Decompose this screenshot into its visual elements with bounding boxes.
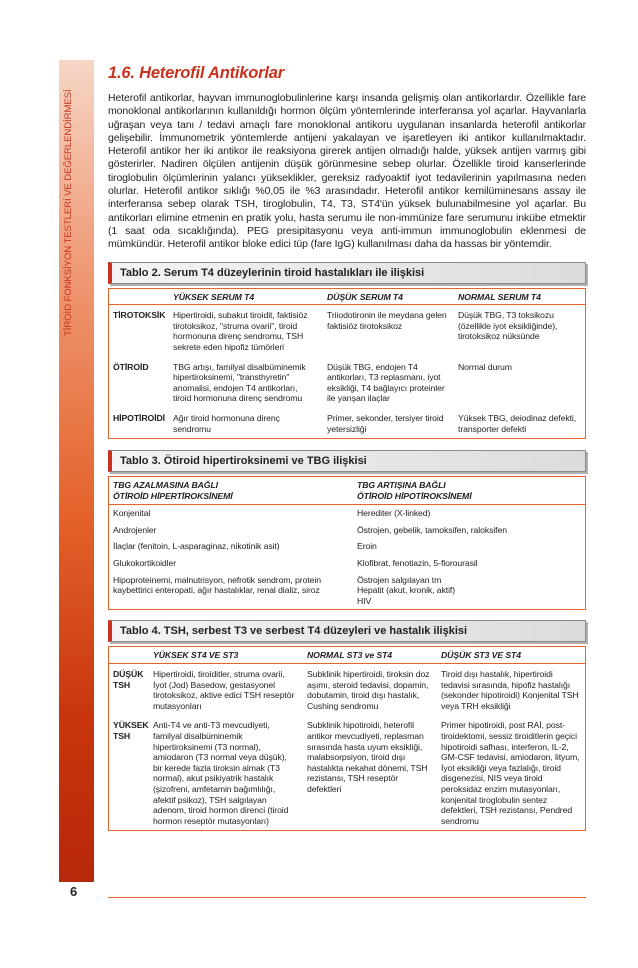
table3-header-cell (109, 477, 357, 505)
table-cell: Subklinik hipotiroidi, heterofil antikor mevcudiyeti, replasman sırasında hasta uyum eksikliği, malabsorpsiyon, tiroid dışı hastalıkta nekahat dönemi, TSH rezistansı, TSH reseptör defektleri (307, 720, 428, 794)
header-line: TBG ARTIŞINA BAĞLI (357, 480, 446, 491)
section-paragraph: Heterofil antikorlar, hayvan immunoglobulinlerine karşı insanda gelişmiş olan antikorlardır. Özellikle fare monoklonal antikorlarının kullanıldığı hormon ölçüm yöntemlerinde interferansa yol açarlar. Hayvanlarla uğraşan veya tanı / tedavi amaçlı fare monoklonal antikoru uygulanan insanlarda heterofil antikorlar gelişebilir. İmmunometrik yöntemlerde antijeni yakalayan ve işaretleyen iki antikor kullanılmaktadır. Heterofil antikor her iki antikor ile reaksiyona girerek antijen olmadığı halde, yüksek antijen varmış gibi gösterirler. Nadiren ölçülen antijenin düşük görünmesine sebep olurlar. Özellikle tiroid kanserlerinde tiroglobulin ölçümlerinin yalancı yükseklikler, gereksiz radyoaktif iyot tedavilerinin yapılmasına neden olurlar. Heterofil antikor sıklığı %0,05 ile %3 arasındadır. Heterofil antikor kemilüminesans assay ile interferansa sebep olarak TSH, tiroglobulin, T4, T3, ST4'ün yüksek bulunabilmesine yol açarlar. Bu antikorları elimine etmenin en pratik yolu, hasta serumu ile non-immünize fare serumunu inkübe etmektir (1 saat oda sıcaklığında). PEG presipitasyonu veya anti-immun immunoglobulin eklenmesi de mümkündür. Heterofil antikor bloke edici tüp (fare IgG) kullanılması daha da hassas bir yöntemdir. (108, 92, 586, 251)
table-cell: Düşük TBG, endojen T4 antikorları, T3 replasmanı, iyot eksikliği, T4 bağlayıcı proteinler ile yarışan ilaçlar (327, 361, 445, 404)
table-row (109, 357, 585, 408)
table-cell: Herediter (X-linked) (357, 508, 431, 519)
table-cell: Normal durum (458, 361, 512, 372)
table4-header-cell: YÜKSEK ST4 VE ST3 (153, 647, 307, 663)
table-cell: Hipertiroidi, subakut tiroidit, faktisiöz tirotoksikoz, "struma ovarii", tiroid hormonuna direnç sendromu, TSH sekrete eden hipofiz tümörleri (173, 310, 308, 352)
header-line: ÖTİROİD HİPOTİROKSİNEMİ (357, 490, 472, 501)
table-row (109, 408, 585, 438)
table-cell: Androjenler (113, 524, 157, 535)
table4-title: Tablo 4. TSH, serbest T3 ve serbest T4 düzeyleri ve hastalık ilişkisi (108, 620, 586, 642)
table2-block (108, 262, 586, 440)
table-row (109, 572, 585, 610)
row-label: DÜŞÜK TSH (113, 669, 144, 690)
header-line: TBG AZALMASINA BAĞLI (113, 480, 218, 491)
bottom-rule (108, 897, 586, 898)
table-row (109, 522, 585, 539)
table2-header-row (109, 289, 585, 305)
table2-title: Tablo 2. Serum T4 düzeylerinin tiroid hastalıkları ile ilişkisi (108, 262, 586, 284)
section-title: 1.6. Heterofil Antikorlar (108, 64, 284, 82)
table-cell: Primer hipotiroidi, post RAİ, post-tiroidektomi, sessiz tiroiditlerin geçici hipotiroidi safhası, interferon, IL-2, GM-CSF tedavisi, amiodaron, lityum, İyot eksikliği veya fazlalığı, tiroid disgenezisi, NIS veya tiroid peroksidaz enzim mutasyonları, konjenital tiroglobulin sentez defektleri, TSH rezistansı, Pendred sendromu (441, 720, 580, 826)
table-cell: Klofibrat, fenotiazin, 5-florourasil (357, 558, 478, 569)
table3-block (108, 450, 586, 610)
table-cell: Primer, sekonder, tersiyer tiroid yetersizliği (327, 412, 444, 434)
table-row (109, 664, 585, 716)
table-cell: Hipertiroidi, tiroiditler, struma ovarii, İyot (Jod) Basedow, gestasyonel tirotoksikoz, aktive edici TSH reseptör mutasyonları (153, 669, 295, 711)
table-cell: Eroin (357, 541, 377, 552)
table-cell: Östrojen, gebelik, tamoksifen, raloksifen (357, 524, 507, 535)
table-cell: Triiodotironin ile meydana gelen faktisiöz tirotoksikoz (327, 310, 447, 331)
table-cell: Düşük TBG, T3 toksikozu (özellikle iyot eksikliğinde), tirotoksikoz nüksünde (458, 310, 558, 342)
table-cell: Hipoproteinemi, malnutrisyon, nefrotik sendrom, protein kaybettirici enteropati, ağır hastalıklar, renal dializ, siroz (113, 574, 321, 596)
table-row (109, 538, 585, 555)
table-row (109, 305, 585, 357)
table4 (108, 646, 586, 831)
table-cell: Glukokortikoidler (113, 558, 176, 569)
row-label: TİROTOKSİK (113, 310, 166, 321)
table-cell: Subklinik hipertiroidi, tiroksin doz aşımı, steroid tedavisi, dopamin, dobutamin, tiroid dışı hastalık, Cushing sendromu (307, 669, 430, 711)
table2 (108, 288, 586, 440)
table2-header-cell: NORMAL SERUM T4 (458, 289, 585, 305)
table4-header-cell: NORMAL ST3 ve ST4 (307, 647, 441, 663)
row-label: ÖTİROİD (113, 361, 149, 372)
table4-header-cell: DÜŞÜK ST3 VE ST4 (441, 647, 585, 663)
running-title-text: TİROİD FONKSİYON TESTLERİ VE DEĞERLENDİRMESİ (63, 89, 74, 336)
table-row (109, 505, 585, 522)
table-cell: Östrojen salgılayan tm Hepatit (akut, kronik, aktif) HIV (357, 574, 456, 606)
table-cell: Konjenital (113, 508, 151, 519)
table3-header-row (109, 477, 585, 505)
table-cell: Tiroid dışı hastalık, hipertiroidi tedavisi sırasında, hipofiz hastalığı (sekonder hipotiroidi) Konjenital TSH veya TRH eksikliği (441, 669, 579, 711)
table-row (109, 715, 585, 830)
table3-title: Tablo 3. Ötiroid hipertiroksinemi ve TBG ilişkisi (108, 450, 586, 472)
row-label: HİPOTİROİDİ (113, 412, 165, 423)
table-row (109, 555, 585, 572)
table4-header-cell (109, 647, 153, 663)
table4-header-row (109, 647, 585, 663)
page-number: 6 (70, 884, 78, 899)
table3 (108, 476, 586, 610)
table-cell: Ağır tiroid hormonuna direnç sendromu (173, 412, 280, 434)
table-cell: İlaçlar (fenitoin, L-asparaginaz, nikotinik asit) (113, 541, 280, 552)
main-content (108, 64, 586, 831)
table-cell: Anti-T4 ve anti-T3 mevcudiyeti, familyal disalbüminemik hipertiroksinemi (T3 normal), amiodaron (T3 normal veya düşük), bir kerede fazla tiroksin almak (T3 normal), akut psikiyatrik hastalık (şizofreni, amfetamin bağımlılığı, afektif psikoz), TSH salgılayan adenom, tiroid hormon direnci (tiroid hormon reseptör mutasyonları) (153, 720, 289, 826)
table-cell: Yüksek TBG, deiodinaz defekti, transporter defekti (458, 412, 577, 434)
table4-block (108, 620, 586, 831)
table2-header-cell: DÜŞÜK SERUM T4 (327, 289, 458, 305)
header-line: ÖTİROİD HİPERTİROKSİNEMİ (113, 490, 233, 501)
table2-header-cell: YÜKSEK SERUM T4 (173, 289, 327, 305)
table2-header-cell (109, 289, 173, 305)
table-cell: TBG artışı, familyal disalbüminemik hipertiroksinemi, "transthyretin" anomalisi, endojen T4 antikorları, tiroid hormonuna direnç sendromu (173, 361, 306, 404)
table3-header-cell (357, 477, 585, 505)
row-label: YÜKSEK TSH (113, 720, 149, 741)
